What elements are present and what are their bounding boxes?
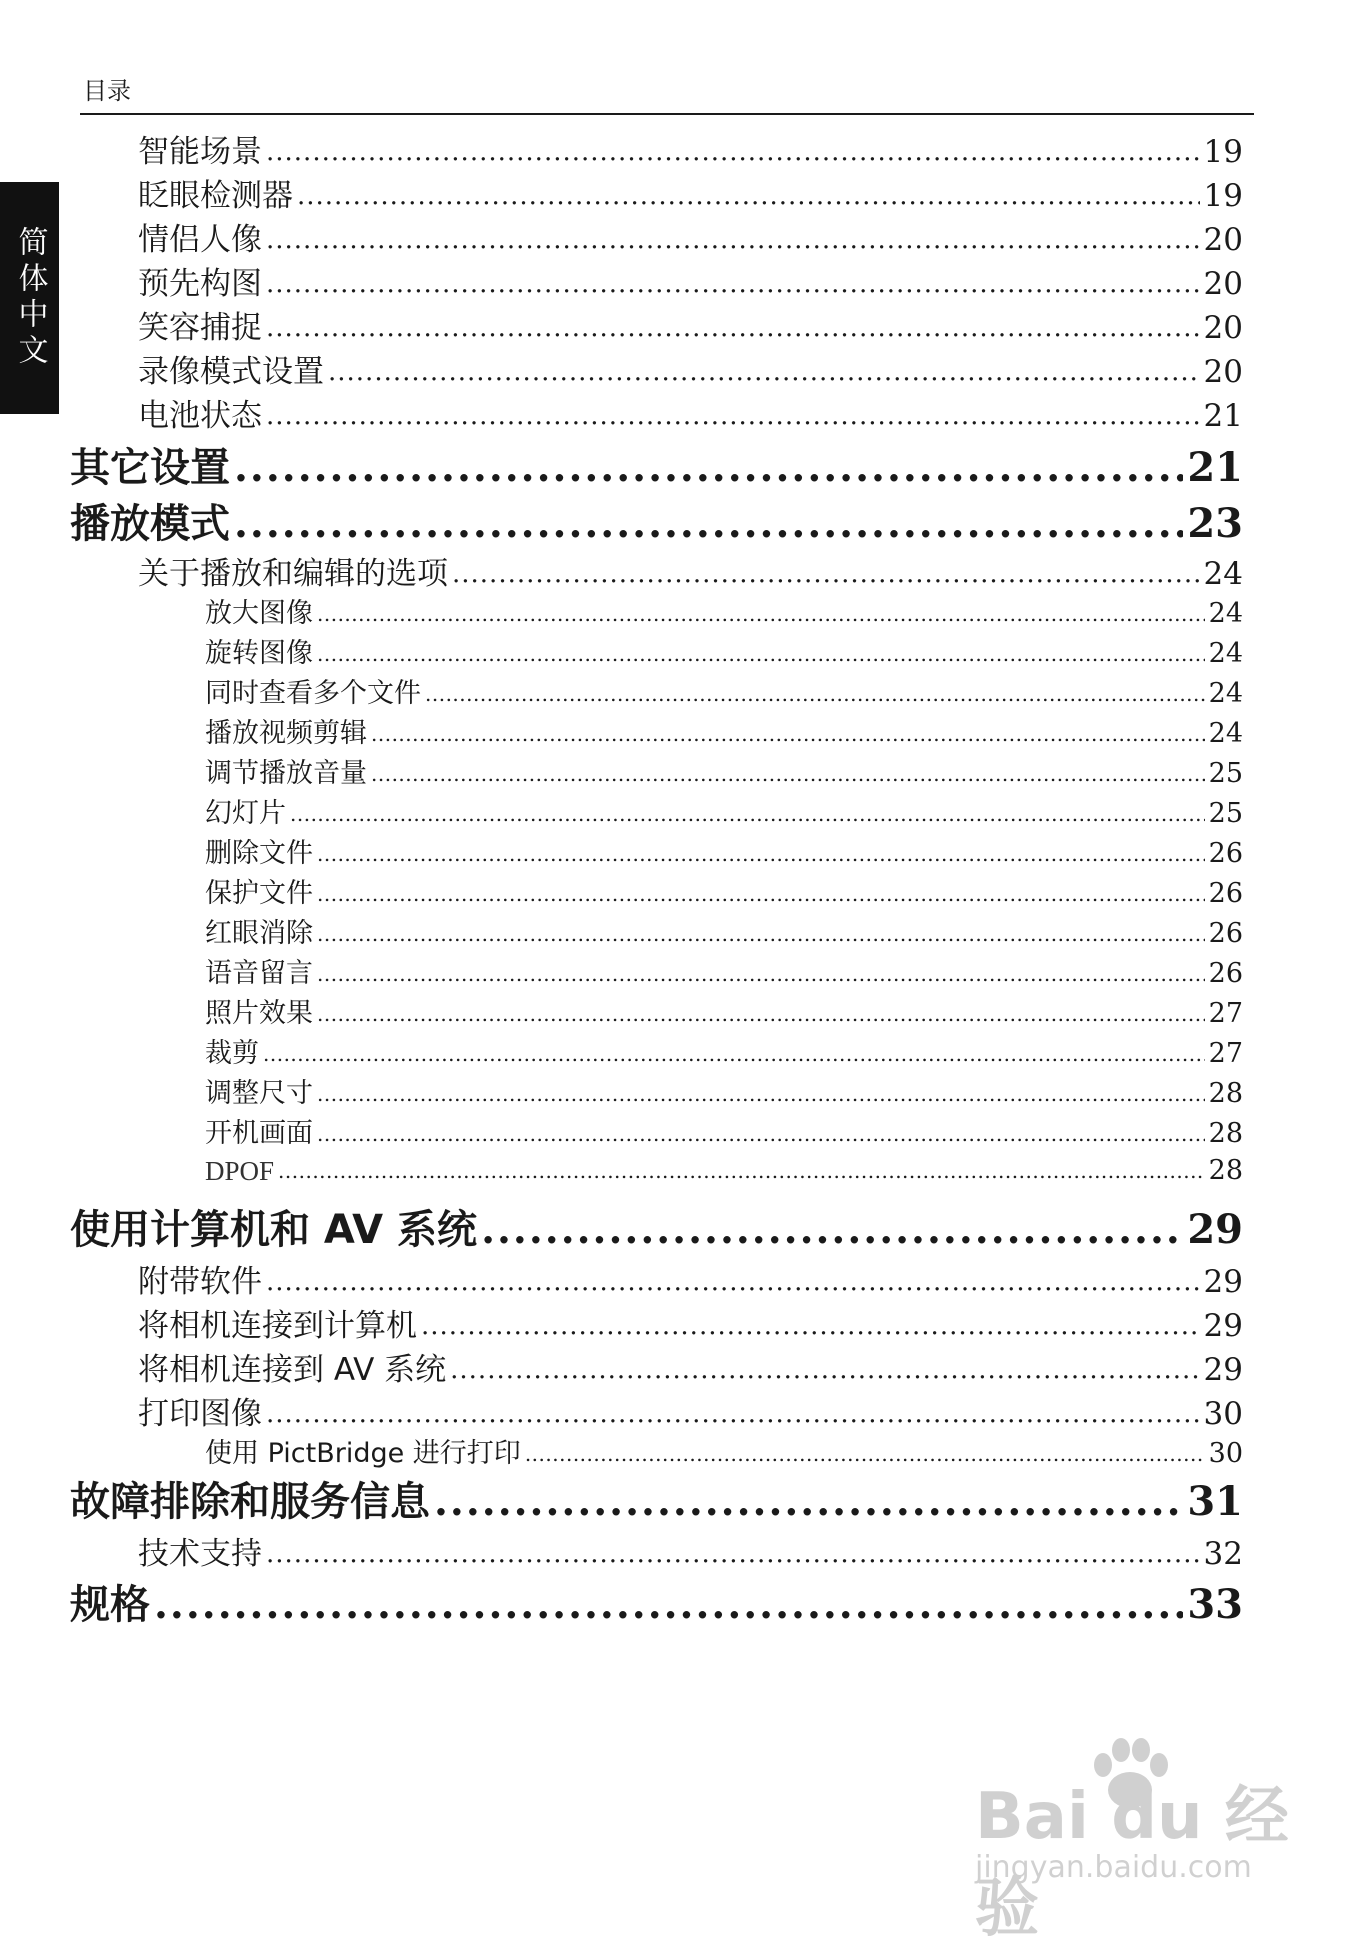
toc-leader-dots xyxy=(421,1306,1200,1346)
toc-entry-title: 关于播放和编辑的选项 xyxy=(138,556,448,592)
toc-entry-title: 故障排除和服务信息 xyxy=(70,1479,430,1525)
toc-leader-dots xyxy=(154,1580,1183,1630)
toc-entry-page: 33 xyxy=(1187,1581,1243,1628)
toc-entry-title: 调整尺寸 xyxy=(205,1078,313,1109)
toc-subentry[interactable] xyxy=(205,1154,1243,1188)
toc-leader-dots xyxy=(266,220,1200,260)
toc-leader-dots xyxy=(317,877,1205,911)
toc-entry-page: 30 xyxy=(1203,1396,1243,1432)
toc-entry-title: 录像模式设置 xyxy=(138,354,324,390)
toc-entry-page: 25 xyxy=(1208,798,1243,829)
toc-entry[interactable] xyxy=(138,554,1243,594)
toc-entry-page: 32 xyxy=(1203,1536,1243,1572)
toc-chapter-entry[interactable] xyxy=(70,1580,1243,1630)
toc-entry-title: 照片效果 xyxy=(205,998,313,1029)
toc-entry-title: 附带软件 xyxy=(138,1264,262,1300)
toc-leader-dots xyxy=(328,352,1200,392)
toc-entry-title: 眨眼检测器 xyxy=(138,178,293,214)
toc-entry-title: 规格 xyxy=(70,1582,150,1628)
toc-leader-dots xyxy=(371,757,1205,791)
toc-entry-title: 技术支持 xyxy=(138,1536,262,1572)
toc-leader-dots xyxy=(450,1350,1199,1390)
toc-entry-title: 打印图像 xyxy=(138,1396,262,1432)
toc-leader-dots xyxy=(452,554,1200,594)
toc-entry-page: 23 xyxy=(1187,500,1243,547)
toc-entry[interactable] xyxy=(138,264,1243,304)
toc-leader-dots xyxy=(434,1477,1183,1527)
toc-leader-dots xyxy=(317,957,1205,991)
toc-entry[interactable] xyxy=(138,1262,1243,1302)
toc-chapter-entry[interactable] xyxy=(70,1205,1243,1255)
language-side-tab-label: 简体中文 xyxy=(12,226,48,370)
toc-entry-title: 使用计算机和 AV 系统 xyxy=(70,1207,478,1253)
toc-leader-dots xyxy=(525,1437,1205,1471)
toc-entry-page: 20 xyxy=(1203,354,1243,390)
toc-entry-title: 其它设置 xyxy=(70,445,230,491)
toc-entry-title: 删除文件 xyxy=(205,838,313,869)
toc-entry[interactable] xyxy=(138,176,1243,216)
toc-leader-dots xyxy=(317,1077,1205,1111)
toc-subentry[interactable] xyxy=(205,1117,1243,1151)
toc-subentry[interactable] xyxy=(205,677,1243,711)
toc-leader-dots xyxy=(317,1117,1205,1151)
toc-entry-page: 26 xyxy=(1208,878,1243,909)
toc-entry-page: 20 xyxy=(1203,266,1243,302)
toc-entry[interactable] xyxy=(138,1350,1243,1390)
toc-entry-title: 播放模式 xyxy=(70,501,230,547)
toc-entry-title: 播放视频剪辑 xyxy=(205,718,367,749)
toc-entry-title: DPOF xyxy=(205,1156,275,1186)
toc-subentry[interactable] xyxy=(205,1437,1243,1471)
toc-leader-dots xyxy=(317,997,1205,1031)
toc-entry-page: 28 xyxy=(1208,1078,1243,1109)
toc-leader-dots xyxy=(371,717,1205,751)
baidu-jingyan-watermark xyxy=(975,1735,1305,1946)
toc-entry-page: 29 xyxy=(1203,1308,1243,1344)
toc-subentry[interactable] xyxy=(205,1037,1243,1071)
watermark-logo: Bai du 经验 xyxy=(975,1780,1289,1946)
toc-entry-page: 20 xyxy=(1203,222,1243,258)
toc-leader-dots xyxy=(297,176,1200,216)
toc-leader-dots xyxy=(266,308,1200,348)
toc-entry-title: 红眼消除 xyxy=(205,918,313,949)
toc-entry-page: 24 xyxy=(1208,598,1243,629)
toc-leader-dots xyxy=(263,1037,1205,1071)
toc-entry-title: 将相机连接到 AV 系统 xyxy=(138,1352,447,1388)
toc-entry[interactable] xyxy=(138,396,1243,436)
toc-leader-dots xyxy=(290,797,1205,831)
toc-entry-title: 电池状态 xyxy=(138,398,262,434)
toc-subentry[interactable] xyxy=(205,717,1243,751)
toc-chapter-entry[interactable] xyxy=(70,499,1243,549)
toc-entry[interactable] xyxy=(138,352,1243,392)
toc-entry-title: 裁剪 xyxy=(205,1038,259,1069)
toc-entry-title: 调节播放音量 xyxy=(205,758,367,789)
toc-entry-page: 21 xyxy=(1203,398,1243,434)
toc-leader-dots xyxy=(234,443,1183,493)
toc-entry-page: 24 xyxy=(1208,718,1243,749)
toc-entry-page: 24 xyxy=(1208,638,1243,669)
toc-entry-page: 29 xyxy=(1203,1264,1243,1300)
toc-entry-page: 29 xyxy=(1203,1352,1243,1388)
toc-entry-title: 预先构图 xyxy=(138,266,262,302)
toc-subentry[interactable] xyxy=(205,957,1243,991)
toc-entry-title: 情侣人像 xyxy=(138,222,262,258)
toc-leader-dots xyxy=(266,132,1200,172)
toc-entry[interactable] xyxy=(138,1306,1243,1346)
toc-leader-dots xyxy=(278,1154,1205,1188)
toc-subentry[interactable] xyxy=(205,837,1243,871)
toc-entry-page: 24 xyxy=(1208,678,1243,709)
toc-entry-page: 27 xyxy=(1208,1038,1243,1069)
toc-subentry[interactable] xyxy=(205,797,1243,831)
toc-entry-title: 智能场景 xyxy=(138,134,262,170)
toc-entry[interactable] xyxy=(138,308,1243,348)
toc-chapter-entry[interactable] xyxy=(70,443,1243,493)
toc-entry-page: 26 xyxy=(1208,918,1243,949)
toc-leader-dots xyxy=(317,837,1205,871)
toc-entry-title: 放大图像 xyxy=(205,598,313,629)
toc-entry-title: 开机画面 xyxy=(205,1118,313,1149)
toc-entry-page: 27 xyxy=(1208,998,1243,1029)
toc-entry-page: 20 xyxy=(1203,310,1243,346)
toc-entry[interactable] xyxy=(138,132,1243,172)
toc-entry-title: 将相机连接到计算机 xyxy=(138,1308,417,1344)
toc-leader-dots xyxy=(266,1262,1200,1302)
toc-entry-page: 24 xyxy=(1203,556,1243,592)
header-rule xyxy=(80,113,1254,115)
toc-entry-page: 30 xyxy=(1208,1438,1243,1469)
toc-entry[interactable] xyxy=(138,1534,1243,1574)
toc-entry-page: 19 xyxy=(1203,134,1243,170)
toc-subentry[interactable] xyxy=(205,637,1243,671)
toc-entry-page: 28 xyxy=(1208,1155,1243,1186)
toc-entry-title: 笑容捕捉 xyxy=(138,310,262,346)
toc-subentry[interactable] xyxy=(205,917,1243,951)
toc-entry-title: 同时查看多个文件 xyxy=(205,678,421,709)
toc-subentry[interactable] xyxy=(205,997,1243,1031)
watermark-url: jingyan.baidu.com xyxy=(975,1850,1252,1885)
toc-leader-dots xyxy=(425,677,1205,711)
toc-leader-dots xyxy=(481,1205,1183,1255)
toc-entry-title: 语音留言 xyxy=(205,958,313,989)
toc-entry-page: 26 xyxy=(1208,958,1243,989)
toc-leader-dots xyxy=(234,499,1183,549)
toc-entry[interactable] xyxy=(138,1394,1243,1434)
toc-entry-title: 幻灯片 xyxy=(205,798,286,829)
toc-subentry[interactable] xyxy=(205,757,1243,791)
toc-entry-page: 19 xyxy=(1203,178,1243,214)
toc-entry-page: 25 xyxy=(1208,758,1243,789)
toc-subentry[interactable] xyxy=(205,597,1243,631)
toc-subentry[interactable] xyxy=(205,1077,1243,1111)
toc-leader-dots xyxy=(266,1534,1200,1574)
language-side-tab xyxy=(0,182,59,414)
toc-entry-page: 29 xyxy=(1187,1206,1243,1253)
toc-leader-dots xyxy=(266,264,1200,304)
toc-leader-dots xyxy=(266,396,1200,436)
toc-entry-page: 28 xyxy=(1208,1118,1243,1149)
toc-entry-title: 旋转图像 xyxy=(205,638,313,669)
toc-entry-page: 21 xyxy=(1187,444,1243,491)
toc-leader-dots xyxy=(317,917,1205,951)
toc-subentry[interactable] xyxy=(205,877,1243,911)
toc-leader-dots xyxy=(317,637,1205,671)
toc-entry-title: 使用 PictBridge 进行打印 xyxy=(205,1438,521,1469)
toc-entry-title: 保护文件 xyxy=(205,878,313,909)
toc-chapter-entry[interactable] xyxy=(70,1477,1243,1527)
page-header-title: 目录 xyxy=(83,77,131,105)
toc-leader-dots xyxy=(266,1394,1200,1434)
toc-entry-page: 31 xyxy=(1187,1478,1243,1525)
toc-leader-dots xyxy=(317,597,1205,631)
toc-entry-page: 26 xyxy=(1208,838,1243,869)
toc-entry[interactable] xyxy=(138,220,1243,260)
